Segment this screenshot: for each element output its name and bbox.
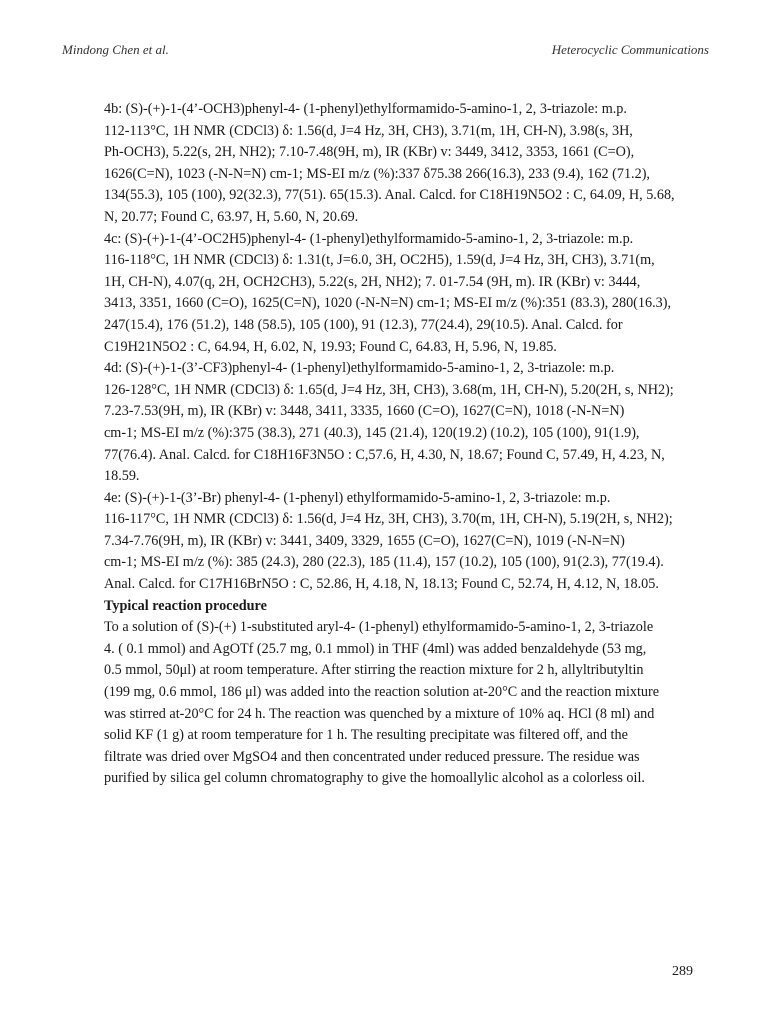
- running-header-journal: Heterocyclic Communications: [551, 42, 709, 57]
- text-line: 247(15.4), 176 (51.2), 148 (58.5), 105 (100), 91 (12.3), 77(24.4), 29(10.5). Anal. Calcd. for: [104, 316, 623, 333]
- text-line: purified by silica gel column chromatography to give the homoallylic alcohol as a colorless oil.: [104, 770, 645, 787]
- section-heading: Typical reaction procedure: [104, 597, 267, 614]
- text-line: 7.23-7.53(9H, m), IR (KBr) v: 3448, 3411, 3335, 1660 (C=O), 1627(C=N), 1018 (-N-N=N): [104, 403, 625, 420]
- procedure-section: [104, 596, 708, 790]
- text-line: 1626(C=N), 1023 (-N-N=N) cm-1; MS-EI m/z (%):337 δ75.38 266(16.3), 233 (9.4), 162 (71.2),: [104, 165, 650, 182]
- text-line: 4. ( 0.1 mmol) and AgOTf (25.7 mg, 0.1 mmol) in THF (4ml) was added benzaldehyde (53 mg,: [104, 640, 647, 657]
- page-number: 289: [672, 964, 693, 979]
- text-line: 18.59.: [104, 468, 140, 485]
- text-line: filtrate was dried over MgSO4 and then concentrated under reduced pressure. The residue was: [104, 748, 640, 765]
- text-line: 116-117°C, 1H NMR (CDCl3) δ: 1.56(d, J=4 Hz, 3H, CH3), 3.70(m, 1H, CH-N), 5.19(2H, s, NH2);: [104, 511, 673, 528]
- text-line: 112-113°C, 1H NMR (CDCl3) δ: 1.56(d, J=4 Hz, 3H, CH3), 3.71(m, 1H, CH-N), 3.98(s, 3H,: [104, 122, 633, 139]
- text-line: 4d: (S)-(+)-1-(3’-CF3)phenyl-4- (1-phenyl)ethylformamido-5-amino-1, 2, 3-triazole: m.p.: [104, 360, 615, 377]
- text-line: cm-1; MS-EI m/z (%): 385 (24.3), 280 (22.3), 185 (11.4), 157 (10.2), 105 (100), 91(2.3), 77(19.4).: [104, 554, 664, 571]
- text-line: 126-128°C, 1H NMR (CDCl3) δ: 1.65(d, J=4 Hz, 3H, CH3), 3.68(m, 1H, CH-N), 5.20(2H, s, NH2);: [104, 381, 674, 398]
- compound-4d: [104, 358, 708, 488]
- compound-4e: [104, 488, 708, 596]
- text-line: 3413, 3351, 1660 (C=O), 1625(C=N), 1020 (-N-N=N) cm-1; MS-EI m/z (%):351 (83.3), 280(16.3),: [104, 295, 671, 312]
- running-header-authors: Mindong Chen et al.: [62, 42, 169, 57]
- text-line: N, 20.77; Found C, 63.97, H, 5.60, N, 20.69.: [104, 208, 359, 225]
- text-line: 116-118°C, 1H NMR (CDCl3) δ: 1.31(t, J=6.0, 3H, OC2H5), 1.59(d, J=4 Hz, 3H, CH3), 3.71(m,: [104, 252, 655, 269]
- text-line: 4b: (S)-(+)-1-(4’-OCH3)phenyl-4- (1-phenyl)ethylformamido-5-amino-1, 2, 3-triazole: m.p.: [104, 101, 627, 117]
- text-line: Ph-OCH3), 5.22(s, 2H, NH2); 7.10-7.48(9H, m), IR (KBr) v: 3449, 3412, 3353, 1661 (C=O),: [104, 144, 635, 161]
- text-line: 134(55.3), 105 (100), 92(32.3), 77(51). 65(15.3). Anal. Calcd. for C18H19N5O2 : C, 64.09, H, 5.68,: [104, 187, 675, 204]
- text-line: (199 mg, 0.6 mmol, 186 μl) was added into the reaction solution at-20°C and the reaction mixture: [104, 684, 660, 701]
- text-line: 4c: (S)-(+)-1-(4’-OC2H5)phenyl-4- (1-phenyl)ethylformamido-5-amino-1, 2, 3-triazole: m.p.: [104, 230, 634, 247]
- text-line: C19H21N5O2 : C, 64.94, H, 6.02, N, 19.93; Found C, 64.83, H, 5.96, N, 19.85.: [104, 338, 557, 355]
- text-line: cm-1; MS-EI m/z (%):375 (38.3), 271 (40.3), 145 (21.4), 120(19.2) (10.2), 105 (100), 91(1.9),: [104, 424, 640, 441]
- text-line: 7.34-7.76(9H, m), IR (KBr) v: 3441, 3409, 3329, 1655 (C=O), 1627(C=N), 1019 (-N-N=N): [104, 532, 625, 549]
- text-line: 1H, CH-N), 4.07(q, 2H, OCH2CH3), 5.22(s, 2H, NH2); 7. 01-7.54 (9H, m). IR (KBr) v: 3444,: [104, 273, 641, 290]
- compound-4c: [104, 229, 708, 359]
- page-body: [104, 99, 708, 790]
- text-line: To a solution of (S)-(+) 1-substituted aryl-4- (1-phenyl) ethylformamido-5-amino-1, 2, 3-triazole: [104, 619, 654, 636]
- text-line: 0.5 mmol, 50μl) at room temperature. After stirring the reaction mixture for 2 h, allyltributyltin: [104, 662, 644, 679]
- text-line: solid KF (1 g) at room temperature for 1 h. The resulting precipitate was filtered off, and the: [104, 727, 628, 744]
- text-line: 4e: (S)-(+)-1-(3’-Br) phenyl-4- (1-phenyl) ethylformamido-5-amino-1, 2, 3-triazole: m.p.: [104, 489, 611, 506]
- text-line: Anal. Calcd. for C17H16BrN5O : C, 52.86, H, 4.18, N, 18.13; Found C, 52.74, H, 4.12, N, 18.05.: [104, 576, 659, 593]
- text-line: was stirred at-20°C for 24 h. The reaction was quenched by a mixture of 10% aq. HCl (8 ml) and: [104, 705, 655, 722]
- compound-4b: [104, 99, 708, 229]
- text-line: 77(76.4). Anal. Calcd. for C18H16F3N5O : C,57.6, H, 4.30, N, 18.67; Found C, 57.49, H, 4.23, N,: [104, 446, 665, 463]
